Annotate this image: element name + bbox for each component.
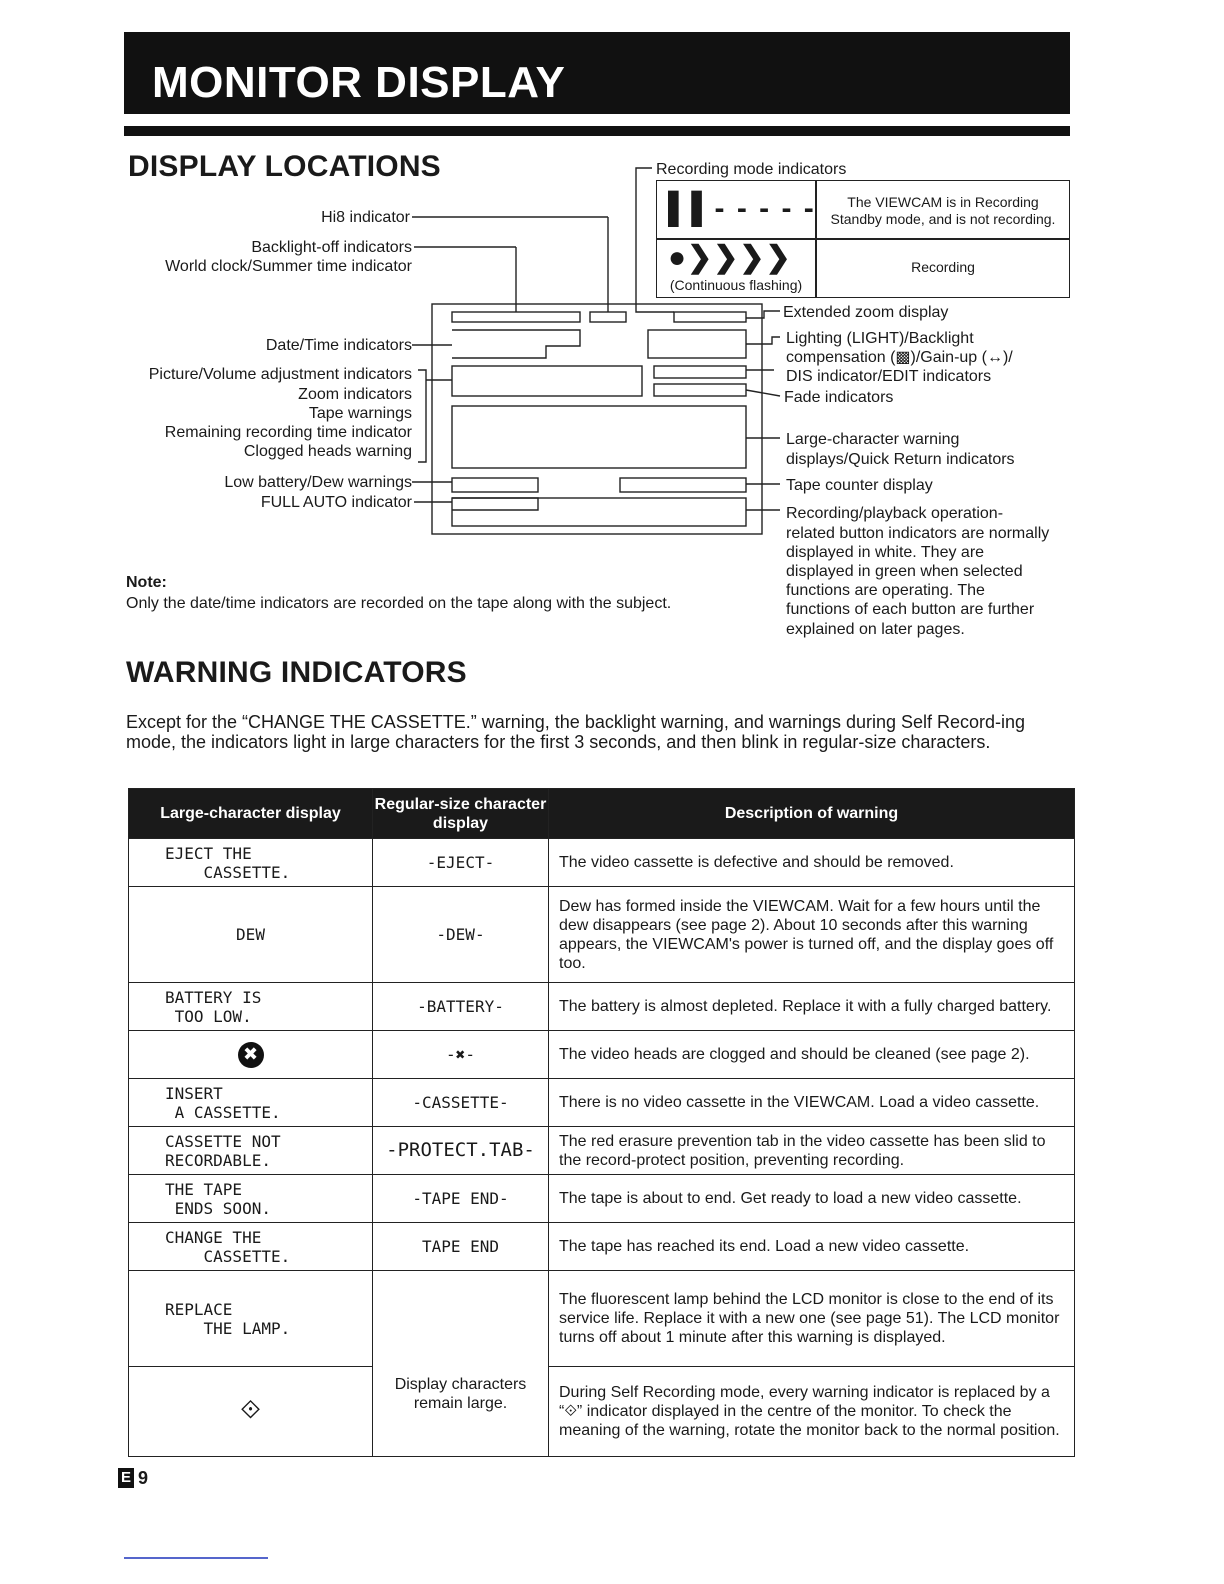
recording-symbol: ●❯❯❯❯ <box>668 241 792 274</box>
regular-display: -EJECT- <box>373 839 549 887</box>
datetime-label: Date/Time indicators <box>265 337 412 354</box>
large-display: CHANGE THE CASSETTE. <box>129 1223 373 1271</box>
tape-warnings-label: Tape warnings <box>308 405 412 422</box>
large-char-label-1: Large-character warning <box>786 431 960 448</box>
fade-label: Fade indicators <box>784 389 894 406</box>
warning-intro: Except for the “CHANGE THE CASSETTE.” warning, the backlight warning, and warnings during Self Record-ing mode, the indicators light in large characters for the first 3 seconds, and then blink in regular-size characters. <box>126 712 1026 752</box>
hi8-indicator-label: Hi8 indicator <box>321 209 410 226</box>
recplay-label-4: displayed in green when selected <box>786 563 1023 580</box>
column-header-regular: Regular-size character display <box>373 789 549 839</box>
large-char-label-2: displays/Quick Return indicators <box>786 451 1015 468</box>
zoom-label: Zoom indicators <box>298 386 412 403</box>
recplay-label-5: functions are operating. The <box>786 582 985 599</box>
large-display: DEW <box>129 887 373 983</box>
recplay-label-6: functions of each button are further <box>786 601 1035 618</box>
backlight-off-label: Backlight-off indicators <box>251 239 412 256</box>
regular-display: -✖- <box>373 1031 549 1079</box>
table-row <box>129 887 1075 983</box>
large-display: CASSETTE NOT RECORDABLE. <box>129 1127 373 1175</box>
warning-description: Dew has formed inside the VIEWCAM. Wait for a few hours until the dew disappears (see page 2). About 10 seconds after this warning appears, the VIEWCAM's power is turned off, and the display goes off too. <box>549 887 1075 983</box>
large-display: REPLACE THE LAMP. <box>129 1271 373 1367</box>
note-title: Note: <box>126 574 167 591</box>
recording-mode-title: Recording mode indicators <box>656 161 847 178</box>
recording-note: (Continuous flashing) <box>669 277 803 293</box>
recording-description: Recording <box>911 259 975 275</box>
page-number: 9 <box>138 1468 149 1488</box>
low-battery-label: Low battery/Dew warnings <box>224 474 412 491</box>
regular-display: TAPE END <box>373 1223 549 1271</box>
standby-description: The VIEWCAM is in Recording Standby mode, and is not recording. <box>830 194 1056 227</box>
display-locations-heading: DISPLAY LOCATIONS <box>128 150 441 183</box>
tape-counter-label: Tape counter display <box>786 477 933 494</box>
large-display: EJECT THE CASSETTE. <box>129 839 373 887</box>
large-display: THE TAPE ENDS SOON. <box>129 1175 373 1223</box>
display-diagram <box>0 0 1224 680</box>
large-display: BATTERY IS TOO LOW. <box>129 983 373 1031</box>
table-row <box>129 1367 1075 1457</box>
warning-table <box>128 788 1075 1457</box>
warning-description: The battery is almost depleted. Replace it with a fully charged battery. <box>549 983 1075 1031</box>
column-header-description: Description of warning <box>549 789 1075 839</box>
table-row <box>129 1223 1075 1271</box>
recplay-label-1: Recording/playback operation- <box>786 505 1004 522</box>
table-row <box>129 1271 1075 1367</box>
large-display <box>129 1367 373 1457</box>
warning-description: There is no video cassette in the VIEWCAM. Load a video cassette. <box>549 1079 1075 1127</box>
world-clock-label: World clock/Summer time indicator <box>165 258 412 275</box>
self-recording-icon: ⟐ <box>240 1395 261 1425</box>
warning-description: The tape has reached its end. Load a new video cassette. <box>549 1223 1075 1271</box>
full-auto-label: FULL AUTO indicator <box>260 494 412 511</box>
picture-volume-label: Picture/Volume adjustment indicators <box>148 366 412 383</box>
warning-description: The tape is about to end. Get ready to load a new video cassette. <box>549 1175 1075 1223</box>
warning-indicators-heading: WARNING INDICATORS <box>126 656 467 689</box>
standby-symbol: ▌▌- - - - - <box>668 192 816 225</box>
table-row <box>129 1079 1075 1127</box>
table-row <box>129 983 1075 1031</box>
regular-display: -PROTECT.TAB- <box>373 1127 549 1175</box>
column-header-large: Large-character display <box>129 789 373 839</box>
clogged-heads-label: Clogged heads warning <box>243 443 412 460</box>
warning-description: The fluorescent lamp behind the LCD monitor is close to the end of its service life. Replace it with a new one (see page 51). The LCD monitor turns off about 1 minute after this warning is displayed. <box>549 1271 1075 1367</box>
warning-description: The video heads are clogged and should be cleaned (see page 2). <box>549 1031 1075 1079</box>
large-display <box>129 1031 373 1079</box>
lighting-label-2: compensation (▩)/Gain-up (↔)/ <box>786 349 1013 366</box>
remain-large-note: Display characters remain large. <box>373 1271 549 1457</box>
warning-description: The red erasure prevention tab in the video cassette has been slid to the record-protect position, preventing recording. <box>549 1127 1075 1175</box>
language-badge: E <box>118 1468 134 1488</box>
page-title: MONITOR DISPLAY <box>152 58 566 107</box>
regular-display: -TAPE END- <box>373 1175 549 1223</box>
lighting-label-1: Lighting (LIGHT)/Backlight <box>786 330 974 347</box>
regular-display: -DEW- <box>373 887 549 983</box>
large-display: INSERT A CASSETTE. <box>129 1079 373 1127</box>
table-row <box>129 1031 1075 1079</box>
note-body: Only the date/time indicators are recorded on the tape along with the subject. <box>126 595 672 612</box>
table-row <box>129 839 1075 887</box>
warning-description: The video cassette is defective and should be removed. <box>549 839 1075 887</box>
remaining-time-label: Remaining recording time indicator <box>164 424 412 441</box>
recplay-label-2: related button indicators are normally <box>786 525 1050 542</box>
table-row <box>129 1175 1075 1223</box>
recplay-label-3: displayed in white. They are <box>786 544 985 561</box>
bottom-rule <box>124 1557 268 1559</box>
recplay-label-7: explained on later pages. <box>786 621 965 638</box>
monitor-frame <box>432 304 762 534</box>
extended-zoom-label: Extended zoom display <box>783 304 949 321</box>
regular-display: -BATTERY- <box>373 983 549 1031</box>
regular-display: -CASSETTE- <box>373 1079 549 1127</box>
table-row <box>129 1127 1075 1175</box>
clogged-heads-icon: ✖ <box>238 1042 264 1068</box>
warning-description: During Self Recording mode, every warning indicator is replaced by a “⟐” indicator displayed in the centre of the monitor. To check the meaning of the warning, rotate the monitor back to the normal position. <box>549 1367 1075 1457</box>
lighting-label-3: DIS indicator/EDIT indicators <box>786 368 992 385</box>
